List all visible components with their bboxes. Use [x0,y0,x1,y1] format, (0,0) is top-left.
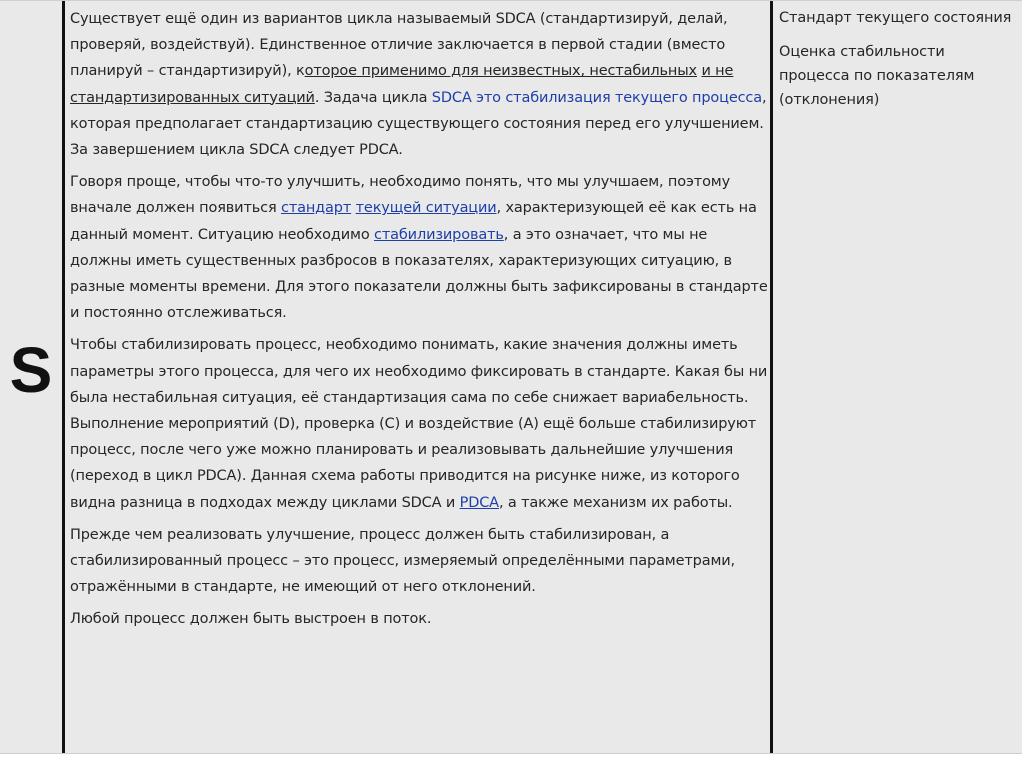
paragraph-flow: Любой процесс должен быть выстроен в поток. [70,611,432,628]
highlighted-phrase-sdca-goal: SDCA это стабилизация текущего процесса [431,89,762,106]
letter-column [0,1,65,753]
paragraph-sdca-intro [70,6,768,163]
link-stabilize[interactable]: стабилизировать [374,226,504,243]
text-segment: , а это означает, что мы не должны иметь существенных разбросов в показателях, характеризующих ситуацию, в разные моменты времени. Для этого показатели должны быть зафиксированы в стандарте и постоянно отслеживаться. [70,226,768,322]
result-column [773,1,1022,753]
description-text [70,6,768,639]
result-item-stability: Оценка стабильности процесса по показателям (отклонения) [779,44,975,108]
text-segment: . Задача цикла [314,89,432,106]
paragraph-before-improvement: Прежде чем реализовать улучшение, процесс должен быть стабилизирован, а стабилизированный процесс – это процесс, измеряемый определёнными параметрами, отражёнными в стандарте, не имеющий от него отклонений. [70,526,735,596]
text-segment: Говоря проще, чтобы что-то улучшить, необходимо понять, что мы улучшаем, поэтому вначале должен появиться [70,174,731,217]
link-standard[interactable]: стандарт [281,200,352,217]
result-item-standard: Стандарт текущего состояния [779,10,1012,26]
link-pdca[interactable]: PDCA [459,494,499,511]
result-text [779,6,1019,122]
underlined-phrase-unstandardized: и не стандартизированных ситуаций [70,63,734,106]
text-segment: , которая предполагает стандартизацию существующего состояния перед его улучшением. За завершением цикла SDCA следует PDCA. [70,89,767,159]
paragraph-stabilization [70,332,768,515]
text-segment: Чтобы стабилизировать процесс, необходимо понимать, какие значения должны иметь параметры этого процесса, для чего их необходимо фиксировать в стандарте. Какая бы ни была нестабильная ситуация, её стандартизация сама по себе снижает вариабельность. Выполнение мероприятий (D), проверка (C) и воздействие (A) ещё больше стабилизируют процесс, после чего уже можно планировать и реализовывать дальнейшие улучшения (переход в цикл PDCA). Данная схема работы приводится на рисунке ниже, из которого видна разница в подходах между циклами SDCA и [70,337,768,511]
paragraph-standard [70,169,768,326]
link-current-situation[interactable]: текущей ситуации [355,200,497,217]
stage-letter: S [9,334,53,406]
description-column [65,1,773,753]
text-segment: , а также механизм их работы. [498,494,733,511]
text-segment: , характеризующей её как есть на данный момент. Ситуацию необходимо [70,200,757,243]
text-segment: Существует ещё один из вариантов цикла называемый SDCA (стандартизируй, делай, проверяй, воздействуй). Единственное отличие заключается в первой стадии (вместо планируй – стандартизируй), к [70,11,728,80]
underlined-phrase-unstable: оторое применимо для неизвестных, нестабильных [304,63,697,80]
